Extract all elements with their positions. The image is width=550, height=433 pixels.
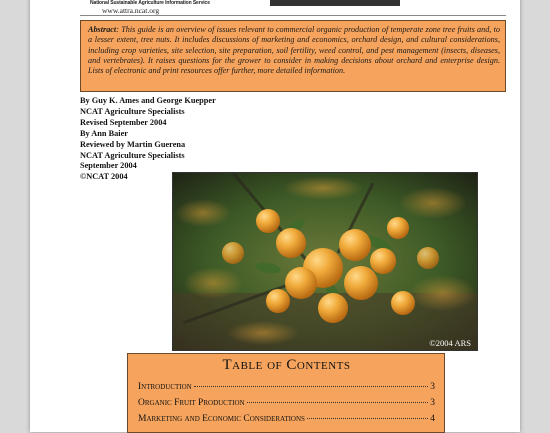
- table-of-contents: [127, 353, 445, 433]
- fruit-photo-illustration: [173, 173, 477, 350]
- abstract-box: [80, 20, 506, 92]
- org-url[interactable]: www.attra.ncat.org: [102, 6, 160, 15]
- photo-credit: ©2004 ARS: [429, 338, 471, 348]
- credit-line: ©NCAT 2004: [80, 172, 128, 182]
- toc-item-introduction[interactable]: [138, 382, 435, 398]
- toc-item-label: Marketing and Economic Considerations: [138, 414, 305, 424]
- org-name: National Sustainable Agriculture Information Service: [90, 0, 210, 6]
- toc-dot-leader: [307, 418, 428, 419]
- toc-item-label: Introduction: [138, 382, 192, 392]
- credit-line: Reviewed by Martin Guerena: [80, 139, 186, 149]
- toc-dot-leader: [247, 402, 429, 403]
- author-credits: [80, 96, 280, 183]
- credit-line: By Ann Baier: [80, 128, 128, 138]
- credit-line: September 2004: [80, 161, 137, 171]
- toc-item-page: 3: [430, 382, 435, 392]
- toc-item-page: 4: [430, 414, 435, 424]
- toc-item-label: Organic Fruit Production: [138, 398, 245, 408]
- toc-item-page: 3: [430, 398, 435, 408]
- abstract-text: : This guide is an overview of issues relevant to commercial organic production of temperate zone tree fruits and, to a lesser extent, tree nuts. It includes discussions of marketing and economics, orchard design, and cultural considerations, including crop varieties, site selection, site preparation, soil fertility, weed control, and pest management (insects, diseases, and vertebrates). It raises questions for the grower to consider in making decisions about orchard and enterprise design. Lists of electronic and print resources offer further, more detailed information.: [88, 25, 500, 76]
- toc-title: Table of Contents: [222, 357, 351, 373]
- toc-dot-leader: [194, 386, 429, 387]
- credit-line: NCAT Agriculture Specialists: [80, 150, 185, 160]
- abstract-label: Abstract: [88, 25, 117, 34]
- document-page: [30, 0, 520, 432]
- credit-line: Revised September 2004: [80, 117, 167, 127]
- header-rule: [80, 15, 506, 16]
- toc-item-marketing[interactable]: [138, 414, 435, 430]
- header-bar: [270, 0, 400, 6]
- header-logo-block: [90, 0, 230, 15]
- credit-line: NCAT Agriculture Specialists: [80, 106, 185, 116]
- toc-item-organic-fruit-production[interactable]: [138, 398, 435, 414]
- orchard-fruit-photo: [172, 172, 478, 351]
- credit-line: By Guy K. Ames and George Kuepper: [80, 96, 216, 105]
